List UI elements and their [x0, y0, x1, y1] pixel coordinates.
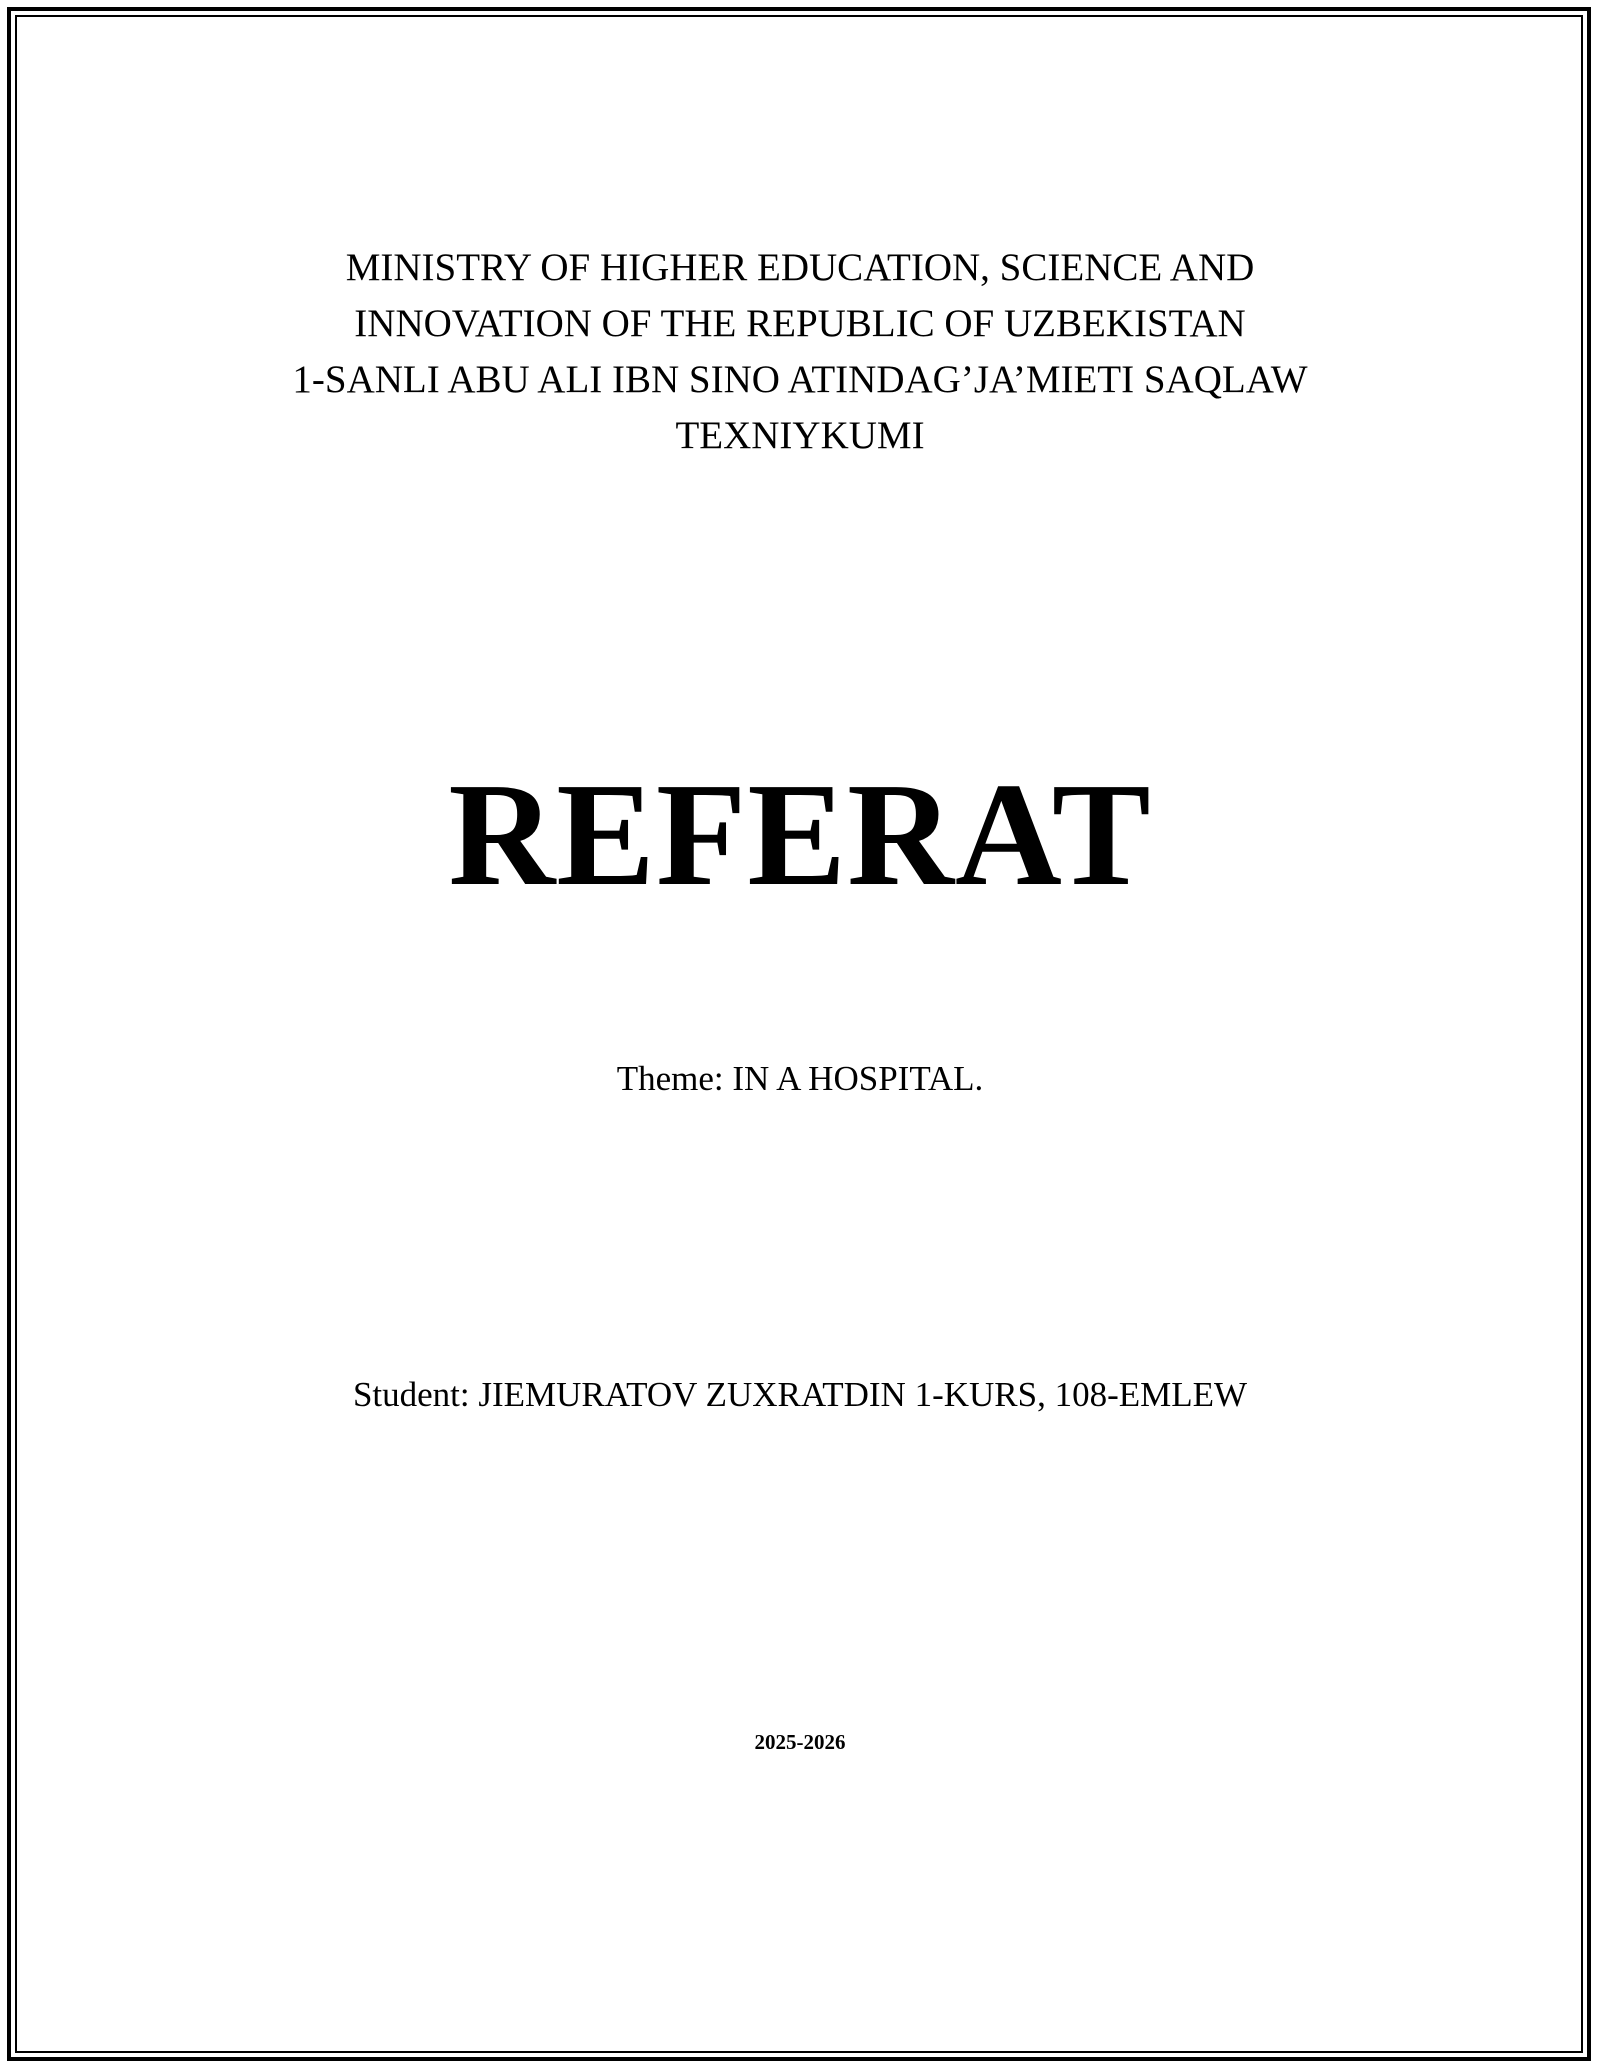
- theme-line: Theme: IN A HOSPITAL.: [616, 1059, 984, 1098]
- academic-year: 2025-2026: [754, 1730, 846, 1754]
- student-line: Student: JIEMURATOV ZUXRATDIN 1-KURS, 108-EMLEW: [352, 1375, 1248, 1414]
- institution-line-2: INNOVATION OF THE REPUBLIC OF UZBEKISTAN: [354, 302, 1246, 345]
- institution-line-4: TEXNIYKUMI: [675, 414, 925, 457]
- document-title: REFERAT: [448, 753, 1152, 917]
- institution-line-3: 1-SANLI ABU ALI IBN SINO ATINDAG’JA’MIETI SAQLAW: [292, 358, 1308, 401]
- institution-line-1: MINISTRY OF HIGHER EDUCATION, SCIENCE AND: [345, 246, 1255, 289]
